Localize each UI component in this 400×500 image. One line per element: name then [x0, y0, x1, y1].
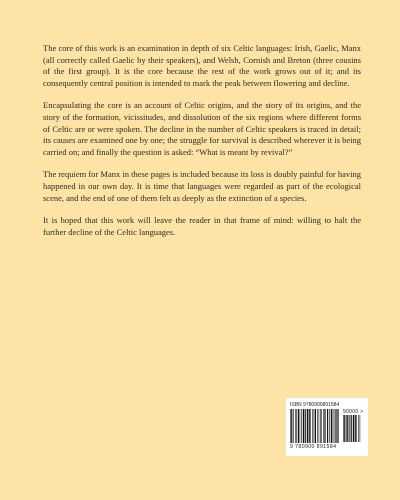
- barcode-bar: [323, 409, 324, 443]
- isbn-label: ISBN 9780900891584: [290, 402, 340, 408]
- barcode-bar: [290, 409, 291, 443]
- blurb-paragraph: The requiem for Manx in these pages is included because its loss is doubly painful for having happened in our own day. It is time that languages were regarded as part of the ecological scene, and the end of one of them felt as deeply as the extinction of a species.: [43, 169, 361, 203]
- barcode-bars: [290, 409, 364, 443]
- barcode-bar: [335, 409, 336, 443]
- barcode-bar: [344, 415, 345, 442]
- barcode-bar: [329, 409, 330, 443]
- barcode-bar: [360, 415, 361, 442]
- barcode-bar: [296, 409, 297, 443]
- ean-barcode-graphic: [290, 409, 340, 443]
- barcode-bar: [298, 409, 299, 443]
- barcode-bar: [303, 409, 304, 443]
- blurb-paragraph: Encapsulating the core is an account of Celtic origins, and the story of its origins, and the story of the formation, vicissitudes, and dissolution of the six regions where different forms of Celtic are or were spoken. The decline in the number of Celtic speakers is traced in detail; its causes are examined one by one; the struggle for survival is described wherever it is being carried on; and finally the question is asked: “What is meant by revival?”: [43, 100, 361, 157]
- ean-digits: 9 780900 891584: [290, 444, 337, 450]
- barcode-bar: [315, 409, 316, 443]
- barcode-bar: [293, 409, 294, 443]
- barcode-bar: [349, 415, 350, 442]
- barcode-bar: [356, 415, 357, 442]
- barcode-bar: [300, 409, 301, 443]
- barcode-bar: [334, 409, 335, 443]
- barcode-bar: [355, 415, 356, 442]
- barcode-bar: [309, 409, 310, 443]
- isbn-barcode: [286, 398, 368, 456]
- barcode-bar: [321, 409, 322, 443]
- barcode-bar: [319, 409, 320, 443]
- barcode-bar: [347, 415, 348, 442]
- barcode-bar: [353, 415, 354, 442]
- addon-barcode: [343, 409, 363, 442]
- barcode-bar: [310, 409, 311, 443]
- blurb-text: [43, 43, 361, 249]
- barcode-bar: [351, 415, 352, 442]
- barcode-bar: [295, 409, 296, 443]
- barcode-bar: [320, 409, 321, 443]
- barcode-bar: [343, 415, 344, 442]
- barcode-bar: [333, 409, 334, 443]
- barcode-bar: [324, 409, 325, 443]
- barcode-bar: [314, 409, 315, 443]
- barcode-bar: [358, 415, 359, 442]
- barcode-bar: [331, 409, 332, 443]
- blurb-paragraph: The core of this work is an examination in depth of six Celtic languages: Irish, Gaelic, Manx (all correctly called Gaelic by their speakers), and Welsh, Cornish and Breton (three cousins of the first group). It is the core because the rest of the work grows out of it; and its consequently central position is intended to mark the peak between flowering and decline.: [43, 43, 361, 88]
- barcode-bar: [336, 409, 337, 443]
- barcode-bar: [291, 409, 292, 443]
- barcode-bar: [325, 409, 326, 443]
- barcode-bar: [305, 409, 306, 443]
- barcode-bar: [337, 409, 338, 443]
- barcode-bar: [317, 409, 318, 443]
- barcode-bar: [327, 409, 328, 443]
- barcode-bar: [301, 409, 302, 443]
- addon-barcode-graphic: [343, 415, 363, 442]
- barcode-bar: [346, 415, 347, 442]
- barcode-bar: [312, 409, 313, 443]
- barcode-bar: [307, 409, 308, 443]
- blurb-paragraph: It is hoped that this work will leave the reader in that frame of mind: willing to halt the further decline of the Celtic languages.: [43, 215, 361, 237]
- addon-code: 90000 >: [343, 409, 364, 415]
